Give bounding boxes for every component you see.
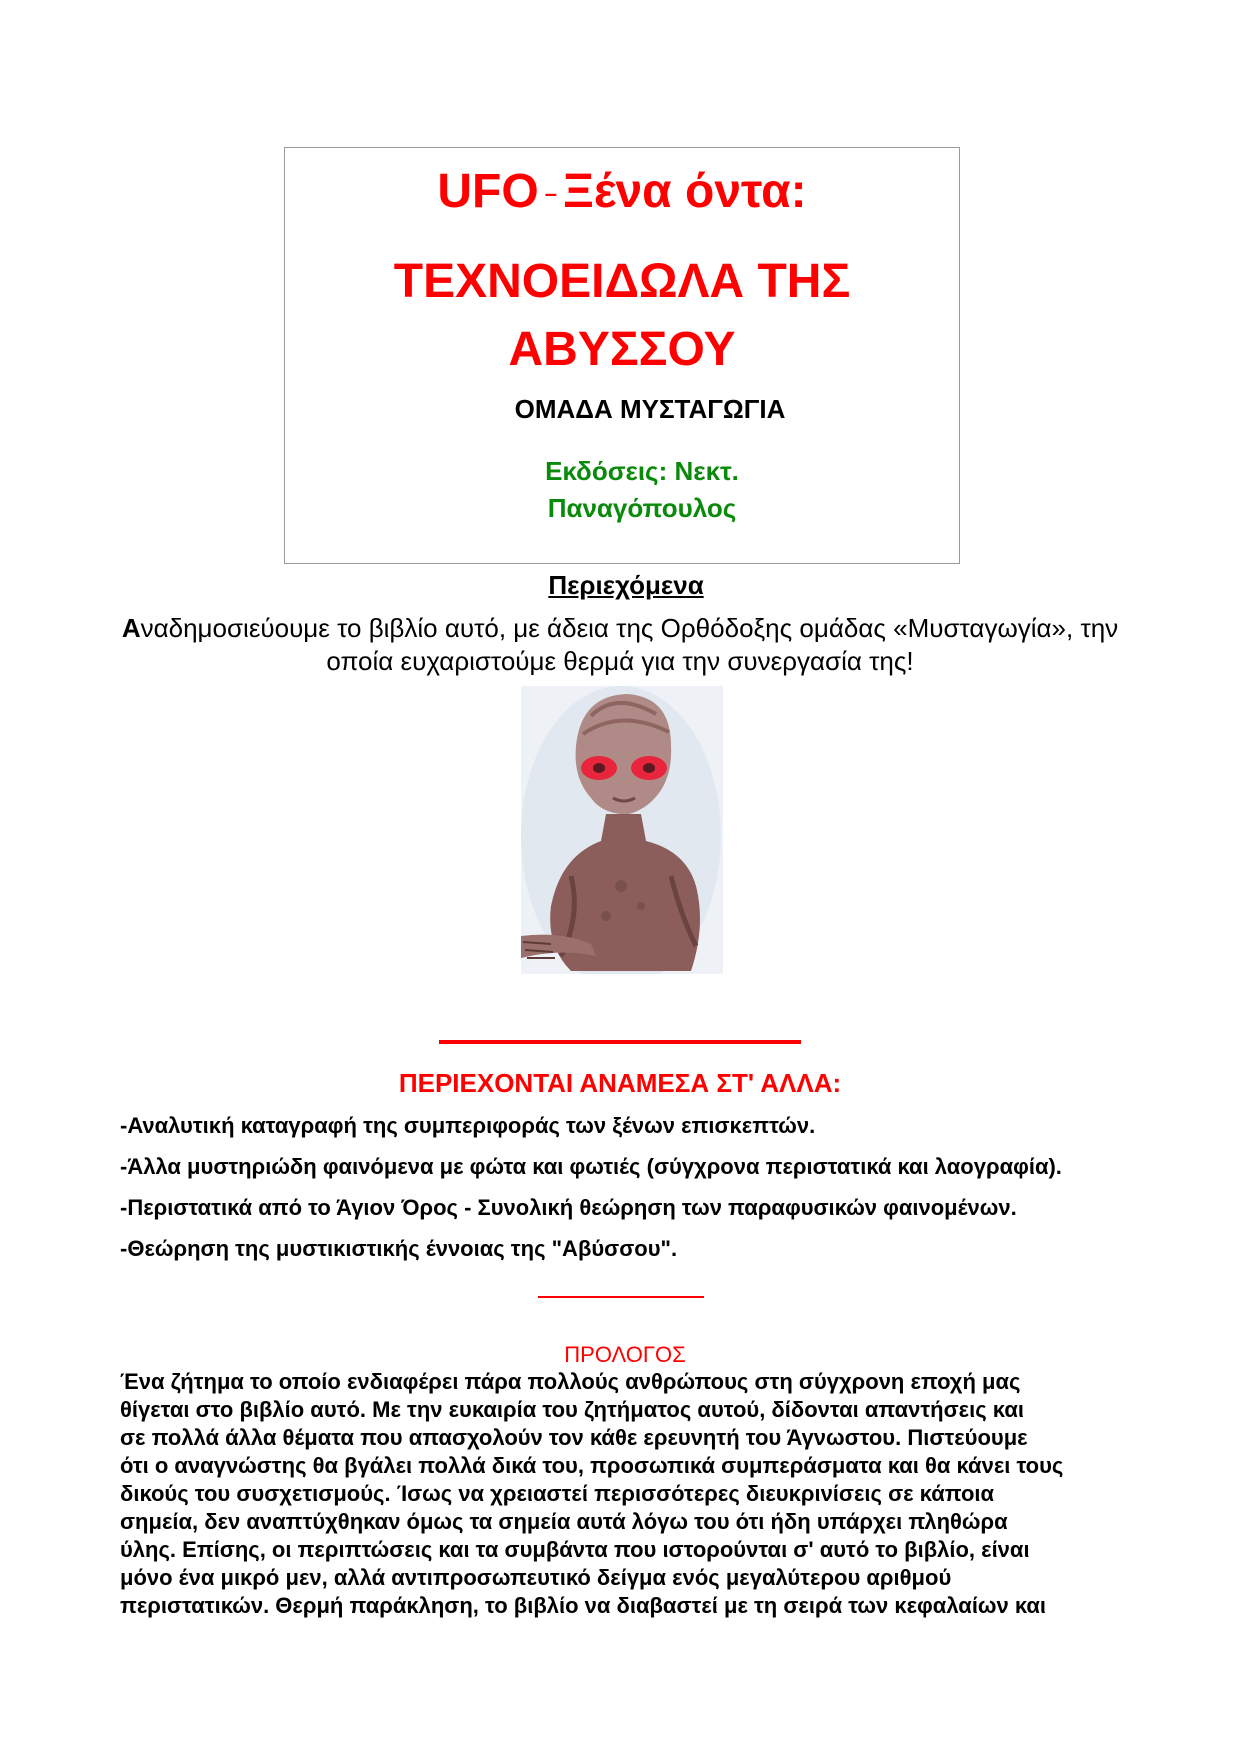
small-red-divider	[538, 1296, 704, 1298]
list-item: -Θεώρηση της μυστικιστικής έννοιας της "Αβύσσου".	[120, 1236, 678, 1261]
contents-heading: Περιεχόμενα	[548, 570, 704, 600]
prologue-line: δικούς του συσχετισμούς. Ίσως να χρειαστεί περισσότερες διευκρινίσεις σε κάποια	[120, 1481, 995, 1506]
intro-paragraph	[120, 612, 1120, 678]
intro-first-letter: Α	[121, 613, 141, 643]
group-name: ΟΜΑΔΑ ΜΥΣΤΑΓΩΓΙΑ	[514, 394, 786, 424]
title-alien-beings: Ξένα όντα:	[562, 165, 807, 218]
prologue-line: ότι ο αναγνώστης θα βγάλει πολλά δικά του, προσωπικά συμπεράσματα και θα κάνει τους	[120, 1453, 1064, 1478]
title-ufo: UFO	[437, 165, 539, 218]
prologue-line: σημεία, δεν αναπτύχθηκαν όμως τα σημεία αυτά λόγω του ότι ήδη υπάρχει πληθώρα	[120, 1509, 1008, 1534]
prologue-line: Ένα ζήτημα το οποίο ενδιαφέρει πάρα πολλούς ανθρώπους στη σύγχρονη εποχή μας	[120, 1369, 1021, 1394]
prologue-line: περιστατικών. Θερμή παράκληση, το βιβλίο να διαβαστεί με τη σειρά των κεφαλαίων και	[120, 1593, 1047, 1618]
red-divider	[439, 1040, 801, 1044]
prologue-line: ύλης. Επίσης, οι περιπτώσεις και τα συμβάντα που ιστορούνται σ' αυτό το βιβλίο, είναι	[120, 1537, 1030, 1562]
book-title-line2: ΤΕΧΝΟΕΙΔΩΛΑ ΤΗΣ ΑΒΥΣΣΟΥ	[393, 255, 851, 376]
prologue-line: θίγεται στο βιβλίο αυτό. Με την ευκαιρία του ζητήματος αυτού, δίδονται απαντήσεις και	[120, 1397, 1024, 1422]
list-item: -Περιστατικά από το Άγιον Όρος - Συνολική θεώρηση των παραφυσικών φαινομένων.	[120, 1195, 1017, 1220]
prologue-text	[120, 1368, 1130, 1620]
publisher: Εκδόσεις: Νεκτ. Παναγόπουλος	[545, 456, 739, 523]
prologue-line: σε πολλά άλλα θέματα που απασχολούν τον κάθε ερευνητή του Άγνωστου. Πιστεύουμε	[120, 1425, 1028, 1450]
list-item: -Αναλυτική καταγραφή της συμπεριφοράς των ξένων επισκεπτών.	[120, 1113, 816, 1138]
prologue-line: μόνο ένα μικρό μεν, αλλά αντιπροσωπευτικό δείγμα ενός μεγαλύτερου αριθμού	[120, 1565, 952, 1590]
contains-heading: ΠΕΡΙΕΧΟΝΤΑΙ ΑΝΑΜΕΣΑ ΣΤ' ΑΛΛΑ:	[398, 1068, 842, 1098]
intro-text: ναδημοσιεύουμε το βιβλίο αυτό, με άδεια της Ορθόδοξης ομάδας «Μυσταγωγία», την οποία ευχαριστούμε θερμά για την συνεργασία της!	[140, 613, 1119, 676]
list-item: -Άλλα μυστηριώδη φαινόμενα με φώτα και φωτιές (σύγχρονα περιστατικά και λαογραφία).	[120, 1154, 1062, 1179]
book-title-line1	[285, 162, 959, 224]
prologue-heading: ΠΡΟΛΟΓΟΣ	[564, 1342, 686, 1367]
contains-list	[120, 1111, 1130, 1275]
title-dash: –	[544, 181, 557, 207]
alien-illustration-icon	[521, 686, 723, 974]
title-box	[284, 147, 960, 564]
